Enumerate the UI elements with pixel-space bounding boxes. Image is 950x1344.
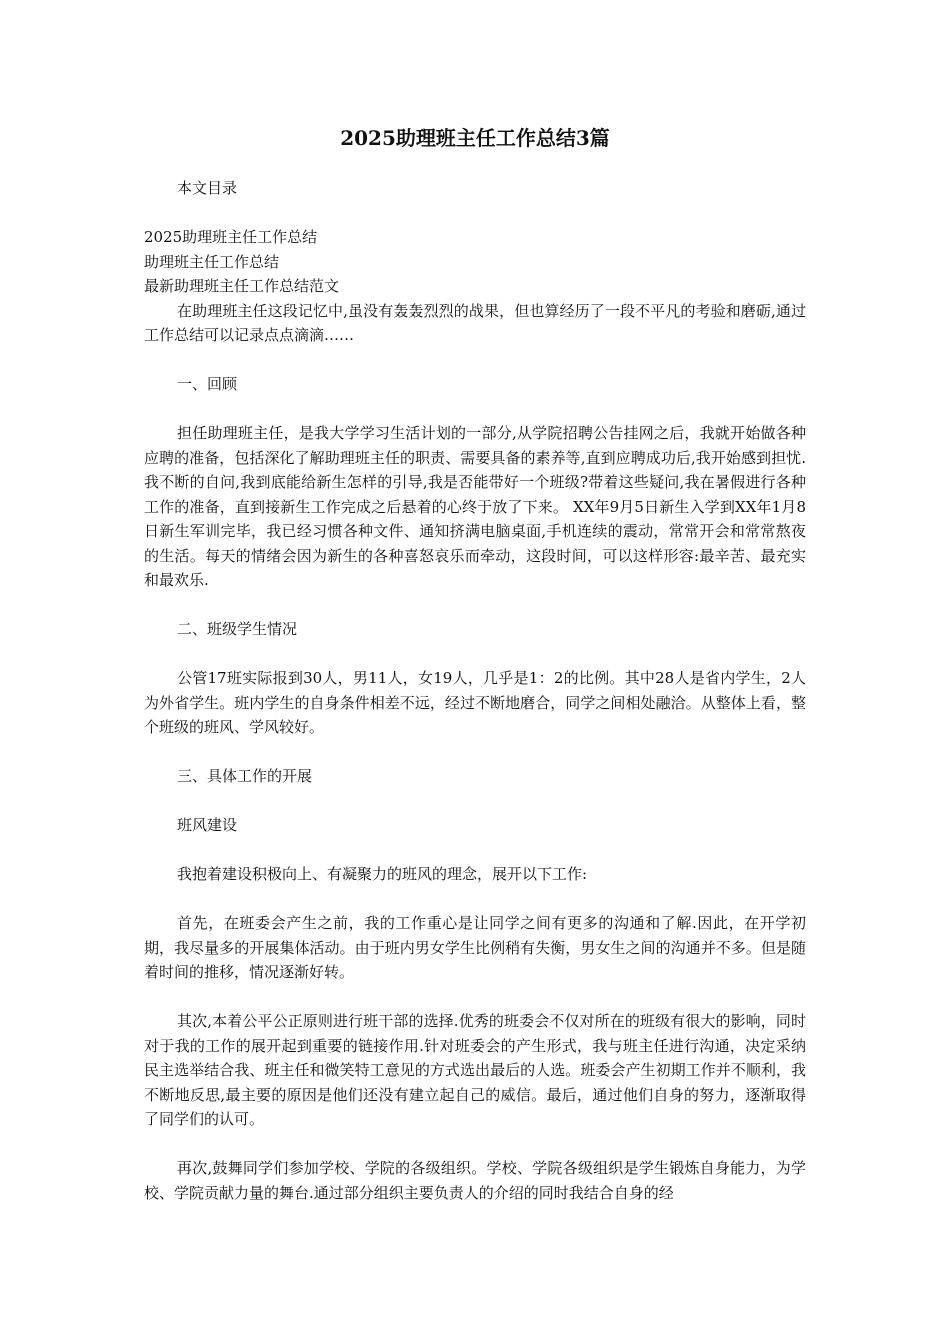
section-heading-review: 一、回顾	[177, 375, 238, 393]
third-point-paragraph: 再次,鼓舞同学们参加学校、学院的各级组织。学校、学院各级组织是学生锻炼自身能力，为学校、学院贡献力量的舞台.通过部分组织主要负责人的介绍的同时我结合自身的经	[144, 1159, 806, 1202]
toc-item[interactable]: 最新助理班主任工作总结范文	[144, 277, 340, 295]
document-title: 2025助理班主任工作总结3篇	[340, 126, 610, 150]
review-paragraph: 担任助理班主任，是我大学学习生活计划的一部分,从学院招聘公告挂网之后，我就开始做各种应聘的准备，包括深化了解助理班主任的职责、需要具备的素养等,直到应聘成功后,我开始感到担忧.我不断的自问,我到底能给新生怎样的引导,我是否能带好一个班级?带着这些疑问,我在暑假进行各种工作的准备，直到接新生工作完成之后悬着的心终于放了下来。 XX年9月5日新生入学到XX年1月8日新生军训完毕，我已经习惯各种文件、通知挤满电脑桌面,手机连续的震动，常常开会和常常熬夜的生活。每天的情绪会因为新生的各种喜怒哀乐而牵动，这段时间，可以这样形容:最辛苦、最充实和最欢乐.	[144, 424, 806, 589]
intro-paragraph: 在助理班主任这段记忆中,虽没有轰轰烈烈的战果，但也算经历了一段不平凡的考验和磨砺,通过工作总结可以记录点点滴滴……	[144, 301, 806, 344]
toc-item[interactable]: 助理班主任工作总结	[144, 252, 280, 271]
toc-item[interactable]: 2025助理班主任工作总结	[144, 228, 318, 246]
second-point-paragraph: 其次,本着公平公正原则进行班干部的选择.优秀的班委会不仅对所在的班级有很大的影响，同时对于我的工作的展开起到重要的链接作用.针对班委会的产生形式，我与班主任进行沟通，决定采纳民主选举结合我、班主任和微笑特工意见的方式选出最后的人选。班委会产生初期工作并不顺利，我不断地反思,最主要的原因是他们还没有建立起自己的威信。最后，通过他们自身的努力，逐渐取得了同学们的认可。	[144, 1012, 806, 1128]
table-of-contents	[144, 225, 806, 299]
class-situation-paragraph: 公管17班实际报到30人，男11人，女19人，几乎是1：2的比例。其中28人是省内学生，2人为外省学生。班内学生的自身条件相差不远，经过不断地磨合，同学之间相处融洽。从整体上看，整个班级的班风、学风较好。	[144, 669, 806, 736]
toc-heading: 本文目录	[177, 179, 238, 197]
section-heading-class-situation: 二、班级学生情况	[177, 620, 298, 638]
first-point-paragraph: 首先，在班委会产生之前，我的工作重心是让同学之间有更多的沟通和了解.因此，在开学初期，我尽量多的开展集体活动。由于班内男女学生比例稍有失衡，男女生之间的沟通并不多。但是随着时间的推移，情况逐渐好转。	[144, 914, 806, 981]
section-heading-work: 三、具体工作的开展	[177, 767, 313, 785]
subheading-class-style: 班风建设	[177, 816, 238, 834]
class-style-intro-paragraph: 我抱着建设积极向上、有凝聚力的班风的理念，展开以下工作:	[177, 865, 588, 883]
document-body	[144, 176, 806, 1205]
